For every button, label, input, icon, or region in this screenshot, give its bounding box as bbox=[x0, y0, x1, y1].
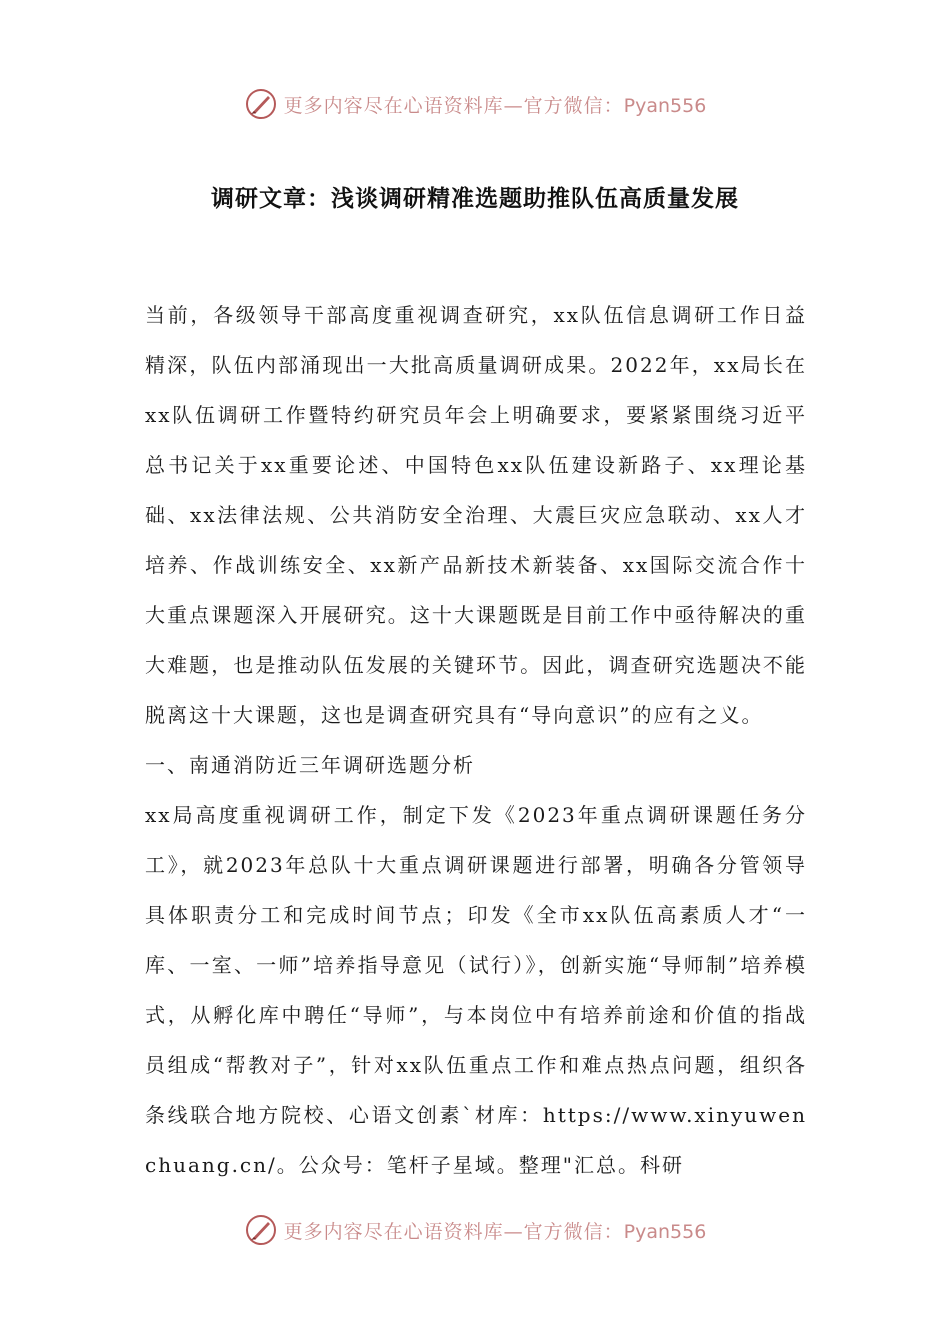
watermark-header bbox=[0, 84, 950, 124]
quill-logo-icon bbox=[244, 1213, 278, 1247]
document-title: 调研文章：浅谈调研精准选题助推队伍高质量发展 bbox=[211, 186, 739, 212]
watermark-footer bbox=[0, 1210, 950, 1250]
section-heading: 一、南通消防近三年调研选题分析 bbox=[145, 753, 475, 777]
intro-paragraph: 当前，各级领导干部高度重视调查研究，xx队伍信息调研工作日益精深，队伍内部涌现出一大批高质量调研成果。2022年，xx局长在xx队伍调研工作暨特约研究员年会上明确要求，要紧紧围绕习近平总书记关于xx重要论述、中国特色xx队伍建设新路子、xx理论基础、xx法律法规、公共消防安全治理、大震巨灾应急联动、xx人才培养、作战训练安全、xx新产品新技术新装备、xx国际交流合作十大重点课题深入开展研究。这十大课题既是目前工作中亟待解决的重大难题，也是推动队伍发展的关键环节。因此，调查研究选题决不能脱离这十大课题，这也是调查研究具有“导向意识”的应有之义。 bbox=[145, 303, 807, 727]
watermark-wechat-id: Pyan556 bbox=[623, 1220, 707, 1243]
watermark-text: 更多内容尽在心语资料库—官方微信：Pyan556 bbox=[283, 1220, 707, 1243]
section-paragraph: xx局高度重视调研工作，制定下发《2023年重点调研课题任务分工》，就2023年总队十大重点调研课题进行部署，明确各分管领导具体职责分工和完成时间节点；印发《全市xx队伍高素质人才“一库、一室、一师”培养指导意见（试行）》，创新实施“导师制”培养模式，从孵化库中聘任“导师”，与本岗位中有培养前途和价值的指战员组成“帮教对子”，针对xx队伍重点工作和难点热点问题，组织各条线联合地方院校、心语文创素`材库：https://www.xinyuwenchuang.cn/。公众号：笔杆子星域。整理"汇总。科研 bbox=[145, 803, 807, 1177]
document-body bbox=[145, 290, 807, 1190]
watermark-wechat-id: Pyan556 bbox=[623, 94, 707, 117]
watermark-text: 更多内容尽在心语资料库—官方微信：Pyan556 bbox=[283, 94, 707, 117]
quill-logo-icon bbox=[244, 87, 278, 121]
